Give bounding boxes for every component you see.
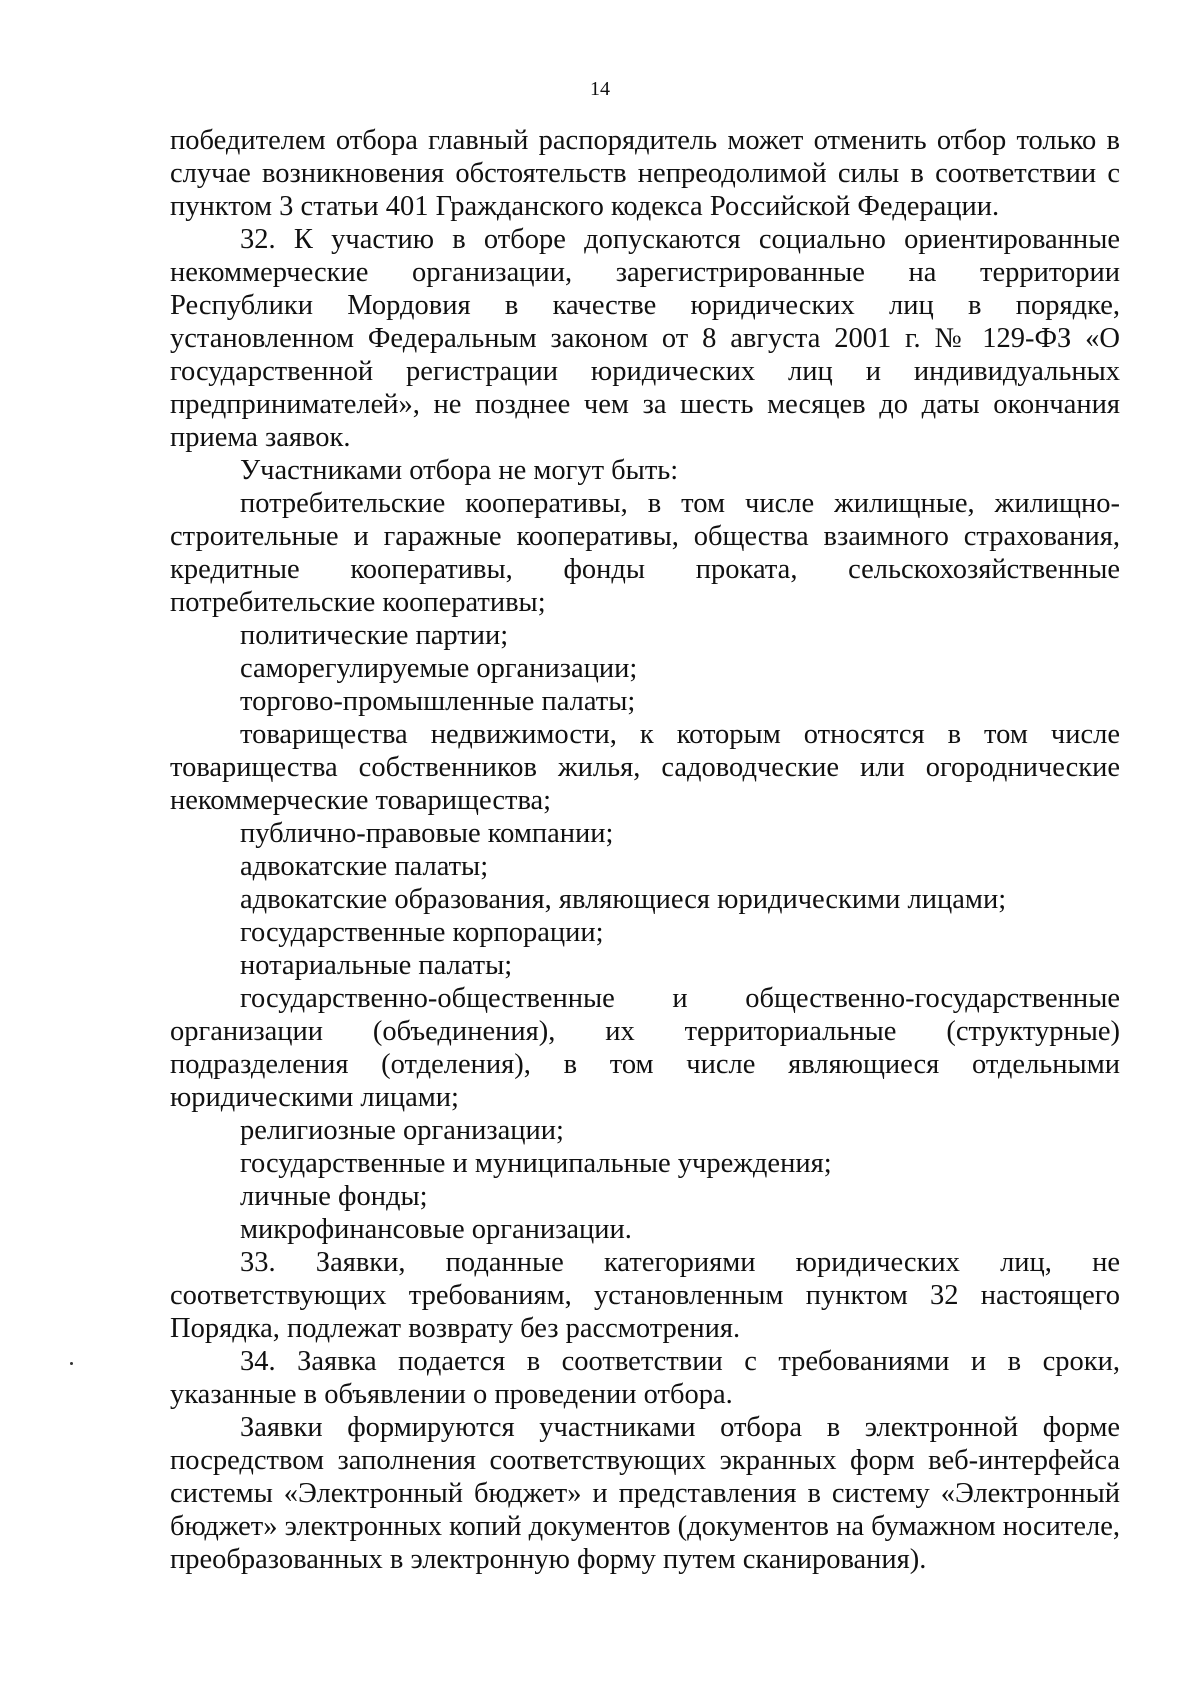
paragraph: Участниками отбора не могут быть: bbox=[240, 455, 679, 486]
list-item: потребительские кооперативы, в том числе жилищные, жилищно-строительные и гаражные кооперативы, общества взаимного страхования, кредитные кооперативы, фонды проката, сельскохозяйственные потребительские кооперативы; bbox=[170, 488, 1120, 618]
list-item: саморегулируемые организации; bbox=[240, 653, 638, 684]
list-item: государственные корпорации; bbox=[240, 917, 604, 948]
list-item: политические партии; bbox=[240, 620, 509, 651]
document-body bbox=[170, 124, 1120, 1576]
list-item: государственные и муниципальные учреждения; bbox=[240, 1148, 832, 1179]
paragraph: 33. Заявки, поданные категориями юридических лиц, не соответствующих требованиям, установленным пунктом 32 настоящего Порядка, подлежат возврату без рассмотрения. bbox=[170, 1247, 1120, 1344]
page-number: 14 bbox=[590, 78, 610, 100]
list-item: адвокатские палаты; bbox=[240, 851, 489, 882]
paragraph: победителем отбора главный распорядитель может отменить отбор только в случае возникновения обстоятельств непреодолимой силы в соответствии с пунктом 3 статьи 401 Гражданского кодекса Российской Федерации. bbox=[170, 125, 1120, 222]
list-item: товарищества недвижимости, к которым относятся в том числе товарищества собственников жилья, садоводческие или огороднические некоммерческие товарищества; bbox=[170, 719, 1120, 816]
scan-speck bbox=[70, 1362, 73, 1365]
list-item: торгово-промышленные палаты; bbox=[240, 686, 636, 717]
list-item: личные фонды; bbox=[240, 1181, 428, 1212]
paragraph: Заявки формируются участниками отбора в электронной форме посредством заполнения соответствующих экранных форм веб-интерфейса системы «Электронный бюджет» и представления в систему «Электронный бюджет» электронных копий документов (документов на бумажном носителе, преобразованных в электронную форму путем сканирования). bbox=[170, 1412, 1120, 1575]
list-item: религиозные организации; bbox=[240, 1115, 564, 1146]
paragraph: 34. Заявка подается в соответствии с требованиями и в сроки, указанные в объявлении о проведении отбора. bbox=[170, 1346, 1120, 1410]
list-item: государственно-общественные и общественно-государственные организации (объединения), их территориальные (структурные) подразделения (отделения), в том числе являющиеся отдельными юридическими лицами; bbox=[170, 983, 1120, 1113]
list-item: нотариальные палаты; bbox=[240, 950, 513, 981]
list-item: адвокатские образования, являющиеся юридическими лицами; bbox=[240, 884, 1007, 915]
list-item: микрофинансовые организации. bbox=[240, 1214, 632, 1245]
list-item: публично-правовые компании; bbox=[240, 818, 614, 849]
paragraph: 32. К участию в отборе допускаются социально ориентированные некоммерческие организации, зарегистрированные на территории Республики Мордовия в качестве юридических лиц в порядке, установленном Федеральным законом от 8 августа 2001 г. № 129-ФЗ «О государственной регистрации юридических лиц и индивидуальных предпринимателей», не позднее чем за шесть месяцев до даты окончания приема заявок. bbox=[170, 224, 1120, 453]
